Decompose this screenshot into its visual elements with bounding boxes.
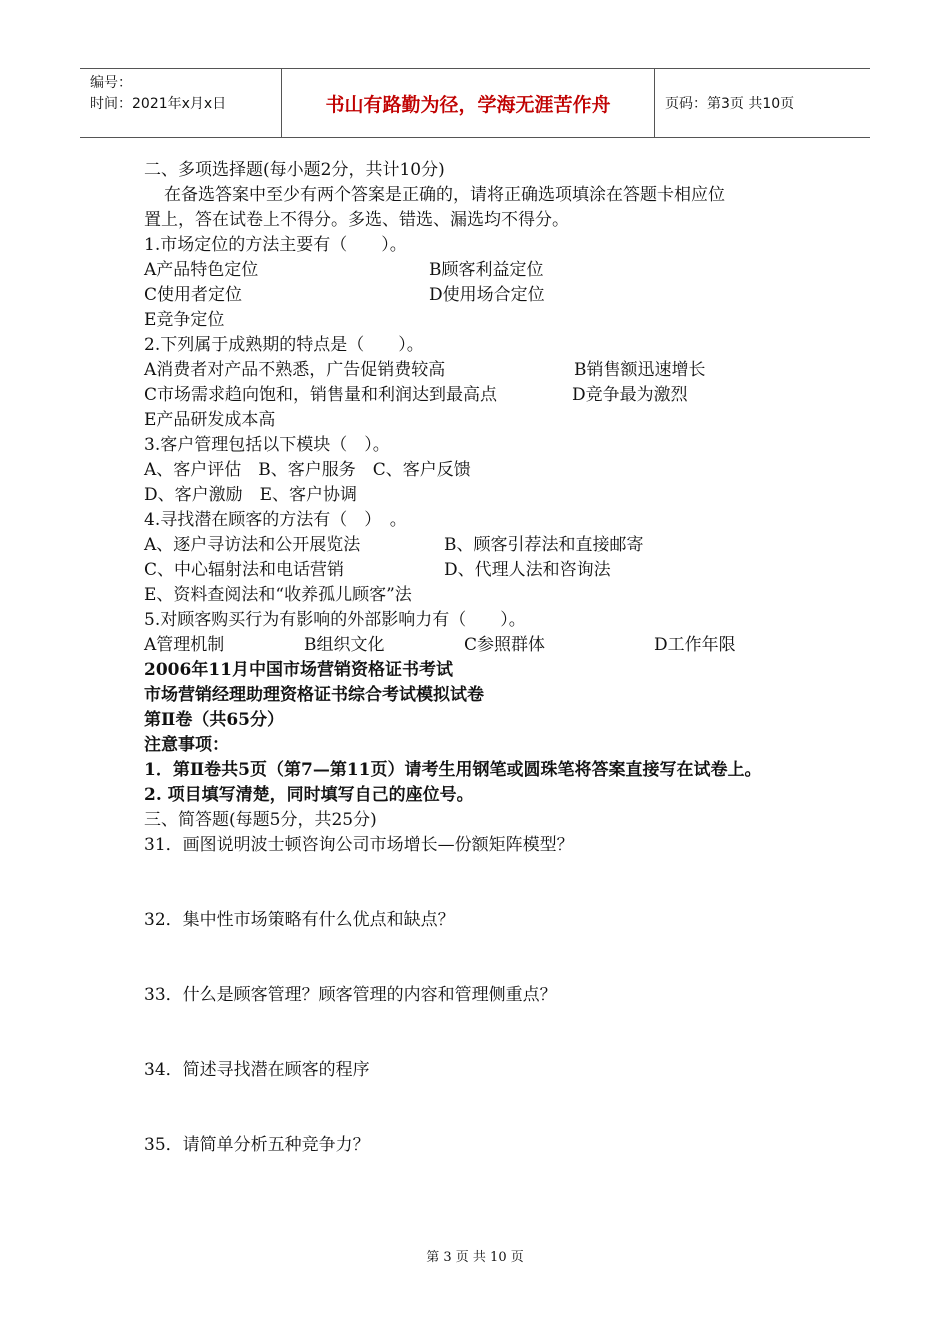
question-35: 35．请简单分析五种竞争力？ <box>144 1135 370 1155</box>
q1-option-c: C使用者定位 <box>144 285 243 305</box>
exam-volume: 第Ⅱ卷（共65分） <box>144 710 284 730</box>
q4-stem: 4.寻找潜在顾客的方法有（ ） 。 <box>144 510 407 530</box>
q5-stem: 5.对顾客购买行为有影响的外部影响力有（ ）。 <box>144 610 526 630</box>
note-1: 1．第Ⅱ卷共5页（第7—第11页）请考生用钢笔或圆珠笔将答案直接写在试卷上。 <box>144 760 762 780</box>
q2-options-ab <box>144 358 824 383</box>
q2-option-e: E产品研发成本高 <box>144 410 276 430</box>
q4-option-a: A、逐户寻访法和公开展览法 <box>144 535 361 555</box>
page-footer: 第 3 页 共 10 页 <box>426 1250 524 1265</box>
question-32: 32．集中性市场策略有什么优点和缺点？ <box>144 910 455 930</box>
page-header <box>80 68 870 138</box>
q3-options-row2: D、客户激励 E、客户协调 <box>144 485 358 505</box>
q1-option-b: B顾客利益定位 <box>429 260 544 280</box>
section2-intro-line1: 在备选答案中至少有两个答案是正确的，请将正确选项填涂在答题卡相应位 <box>164 185 725 205</box>
note-2: 2. 项目填写清楚，同时填写自己的座位号。 <box>144 785 474 805</box>
question-33: 33．什么是顾客管理？顾客管理的内容和管理侧重点？ <box>144 985 557 1005</box>
notes-title: 注意事项： <box>144 735 229 755</box>
q4-option-b: B、顾客引荐法和直接邮寄 <box>444 535 644 555</box>
exam-title-1: 2006年11月中国市场营销资格证书考试 <box>144 660 453 680</box>
q1-option-e: E竞争定位 <box>144 310 225 330</box>
section2-intro-line2: 置上，答在试卷上不得分。多选、错选、漏选均不得分。 <box>144 210 569 230</box>
q3-stem: 3.客户管理包括以下模块（ ）。 <box>144 435 390 455</box>
q1-option-d: D使用场合定位 <box>429 285 545 305</box>
section2-title: 二、多项选择题(每小题2分，共计10分) <box>144 160 445 180</box>
question-31: 31．画图说明波士顿咨询公司市场增长—份额矩阵模型？ <box>144 835 574 855</box>
q1-options-ab <box>144 258 824 283</box>
q2-option-c: C市场需求趋向饱和，销售量和利润达到最高点 <box>144 385 498 405</box>
header-left-cell <box>80 69 282 137</box>
q5-option-c: C参照群体 <box>464 635 546 655</box>
q5-option-a: A管理机制 <box>144 635 225 655</box>
q4-option-e: E、资料查阅法和“收养孤儿顾客”法 <box>144 585 412 605</box>
section3-title: 三、简答题(每题5分，共25分) <box>144 810 377 830</box>
q1-option-a: A产品特色定位 <box>144 260 259 280</box>
q2-option-b: B销售额迅速增长 <box>574 360 706 380</box>
q2-stem: 2.下列属于成熟期的特点是（ ）。 <box>144 335 424 355</box>
q5-option-d: D工作年限 <box>654 635 736 655</box>
header-motto: 书山有路勤为径，学海无涯苦作舟 <box>282 69 655 137</box>
q4-option-c: C、中心辐射法和电话营销 <box>144 560 345 580</box>
q3-options-row1: A、客户评估 B、客户服务 C、客户反馈 <box>144 460 471 480</box>
q4-options-ab <box>144 533 824 558</box>
header-page-code: 页码：第3页 共10页 <box>665 96 795 112</box>
number-label: 编号： <box>90 75 132 91</box>
q1-stem: 1.市场定位的方法主要有（ ）。 <box>144 235 407 255</box>
exam-title-2: 市场营销经理助理资格证书综合考试模拟试卷 <box>144 685 484 705</box>
document-body <box>144 158 824 1158</box>
q1-options-cd <box>144 283 824 308</box>
question-34: 34．简述寻找潜在顾客的程序 <box>144 1060 370 1080</box>
q2-options-cd <box>144 383 824 408</box>
q2-option-a: A消费者对产品不熟悉，广告促销费较高 <box>144 360 446 380</box>
time-label: 时间：2021年x月x日 <box>90 96 227 112</box>
q5-options <box>144 633 824 658</box>
q4-option-d: D、代理人法和咨询法 <box>444 560 611 580</box>
q4-options-cd <box>144 558 824 583</box>
q5-option-b: B组织文化 <box>304 635 385 655</box>
q2-option-d: D竞争最为激烈 <box>572 385 688 405</box>
